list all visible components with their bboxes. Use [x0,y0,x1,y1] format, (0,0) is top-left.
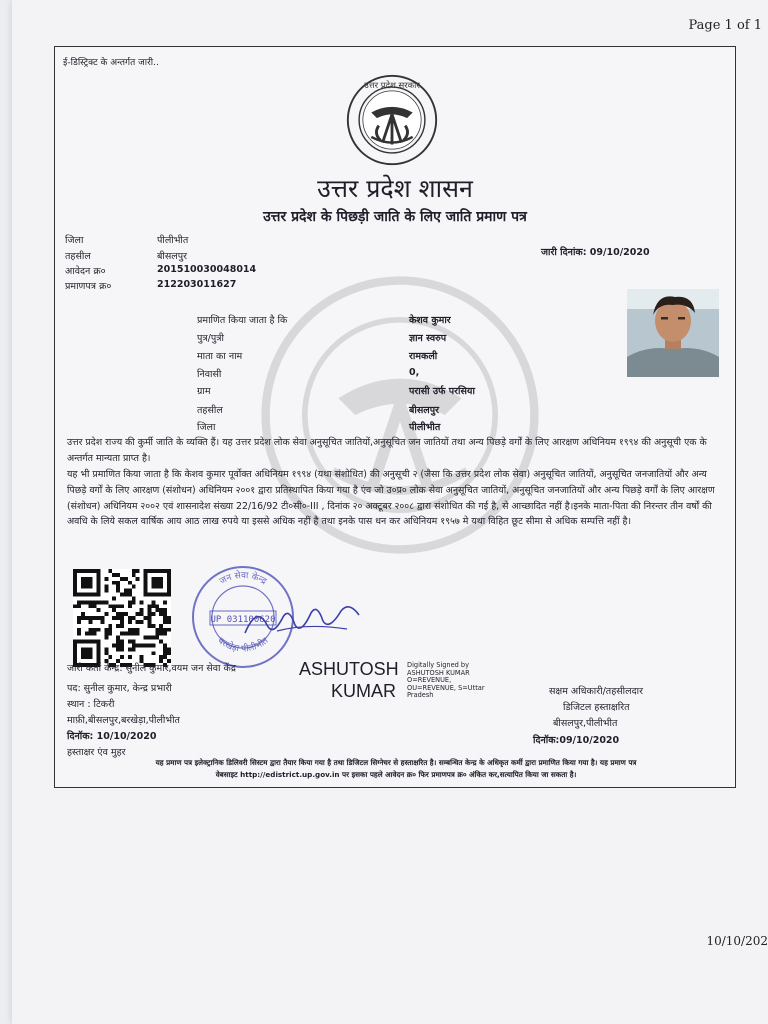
meta-value-application-no: 201510030048014 [157,264,257,275]
caste-paragraph: उत्तर प्रदेश राज्य की कुर्मी जाति के व्यक्ति हैं। यह उत्तर प्रदेश लोक सेवा अनुसूचित जातियों,अनुसूचित जन जातियों तथा अन्य पिछड़े वर्गों के लिए आरक्षण अधिनियम १९९४ की अनुसूची एक के अन्तर्गत मान्यता प्राप्त है। [67,437,707,464]
meta-label-district: जिला [65,235,84,246]
meta-value-district: पीलीभीत [157,235,189,246]
authority-location: बीसलपुर,पीलीभीत [553,718,618,729]
page-number: Page 1 of 1 [688,18,762,33]
certificate-frame [54,46,736,788]
detail-value-father: ज्ञान स्वरुप [409,333,447,344]
income-paragraph: यह भी प्रमाणित किया जाता है कि केशव कुमार पूर्वोक्त अधिनियम १९९४ (यथा संशोधित) की अनुसूची २ (जैसा कि उत्तर प्रदेश लोक सेवा) अनुसूचित जातियों, अनुसूचित जनजातियों और अन्य पिछड़े वर्गों के लिए आरक्षण (संशोधन) अधिनियम २००१ द्वारा प्रतिस्थापित किया गया है एंव जो उ०प्र० लोक सेवा अनुसूचित जातियों, अनुसूचित जनजातियों और अन्य पिछड़े वर्गों के लिए आरक्षण (संशोधन) अधिनियम २००२ एवं शासनादेश संख्या 22/16/92 टी०सी०-III , दिनांक २० अक्टूबर २००८ द्वारा संशोधित की गई है, से आच्छादित नहीं है।इनके माता-पिता की निरन्तर तीन वर्षों की अवधि के लिये सकल वार्षिक आय आठ लाख रुपये या इससे अधिक नहीं है तथा इनके पास धन कर अधिनियम १९५७ मे यथा विहित छूट सीमा से अधिक सम्पत्ति नहीं है। [67,469,715,528]
digital-signature-details [407,662,485,700]
detail-value-district: पीलीभीत [409,422,441,433]
detail-label-district: जिला [197,422,216,433]
authority-date: दिनॉक:09/10/2020 [533,735,620,746]
detail-value-tehsil: बीसलपुर [409,405,440,416]
dsig-detail-line: O=REVENUE, [407,676,452,685]
detail-label-mother: माता का नाम [197,351,243,362]
dsig-detail-line: Digitally Signed by [407,661,470,669]
verification-notice-line2: वेबसाइट http://edistrict.up.gov.in पर इसका पहले आवेदन क्र० फिर प्रमाणपत्र क्र० अंकित कर,सत्यापित किया जा सकता है। [215,770,577,779]
dsig-detail-line: Pradesh [407,691,434,700]
detail-value-name: केशव कुमार [409,315,451,326]
meta-label-tehsil: तहसील [65,251,91,262]
issue-date: जारी दिनांक: 09/10/2020 [541,247,650,258]
digital-signer-name-line2: KUMAR [331,681,397,701]
meta-value-tehsil: बीसलपुर [157,251,188,262]
detail-value-mother: रामकली [409,351,438,362]
applicant-photo [627,289,719,377]
verification-notice-line1: यह प्रमाण पत्र इलेक्ट्रानिक डिलिवरी सिस्टम द्वारा तैयार किया गया है तथा डिजिटल सिग्नेचर से हस्ताक्षरित है। सम्बन्धित केन्द्र के अधिकृत कर्मी द्वारा प्रमाणित किया गया है। यह प्रमाण पत्र [155,758,637,767]
svg-text:जन सेवा केन्द्र [218,569,268,587]
stamp-bottom-text: बरखेड़ा पीलीभीत [215,636,271,655]
issuer-center: जारी कर्ता केन्द्र: सुनील कुमार,वयम जन सेवा केंद्र [67,663,236,674]
footer-date: 10/10/202 [706,934,768,948]
issuer-post: पद: सुनील कुमार, केन्द्र प्रभारी [67,683,172,694]
stamp-top-text: जन सेवा केन्द्र [218,570,268,587]
qr-code [73,569,171,667]
issuer-address: माफ़ी,बीसलपुर,बरखेड़ा,पीलीभीत [67,715,180,726]
meta-label-certificate-no: प्रमाणपत्र क्र० [65,281,112,292]
meta-label-application-no: आवेदन क्र० [65,266,106,277]
header-note: ई-डिस्ट्रिक्ट के अन्तर्गत जारी.. [63,58,159,68]
issuer-date: दिनॉक: 10/10/2020 [67,731,157,742]
detail-label-village: ग्राम [197,386,211,397]
dsig-detail-line: OU=REVENUE, S=Uttar [407,683,485,692]
issuer-sign-label: हस्ताक्षर एंव मुहर [67,747,126,758]
detail-label-tehsil: तहसील [197,405,223,416]
detail-label-child-of: पुत्र/पुत्री [197,333,224,344]
handwritten-signature [237,595,367,645]
authority-designation: सक्षम अधिकारी/तहसीलदार [549,686,643,697]
state-emblem-icon [345,73,439,167]
certificate-title: उत्तर प्रदेश शासन [317,174,473,203]
emblem-text: उत्तर प्रदेश सरकार [364,80,420,91]
detail-label-resident: निवासी [197,369,222,380]
meta-value-certificate-no: 212203011627 [157,279,237,290]
stamp-code: UP 031100620 [210,615,276,625]
certificate-subtitle: उत्तर प्रदेश के पिछड़ी जाति के लिए जाति प्रमाण पत्र [263,209,527,225]
detail-label-certified: प्रमाणित किया जाता है कि [197,315,288,326]
authority-digital-signed: डिजिटल हस्ताक्षरित [563,702,630,713]
dsig-detail-line: ASHUTOSH KUMAR [407,668,470,677]
detail-value-village: परासी उर्फ परसिया [409,386,475,397]
digital-signer-name-line1: ASHUTOSH [299,659,399,679]
detail-value-resident: 0, [409,367,420,378]
scanned-page [12,0,768,1024]
issuer-place: स्थान : टिकरी [67,699,115,710]
